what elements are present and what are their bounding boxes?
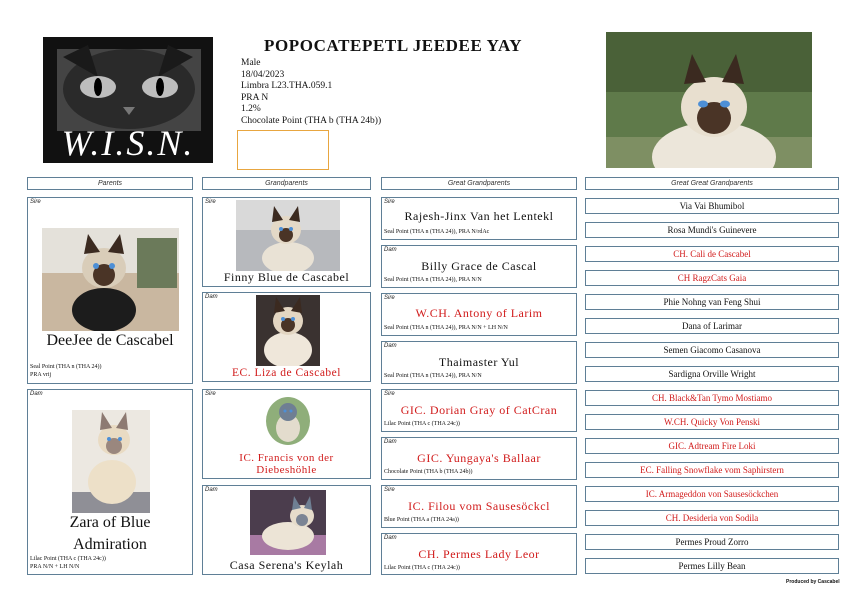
- great-great-grandparent-9[interactable]: CH. Black&Tan Tymo Mostiamo: [585, 390, 839, 406]
- great-great-grandparent-13[interactable]: IC. Armageddon von Sausesöckchen: [585, 486, 839, 502]
- great-great-grandparent-2[interactable]: Rosa Mundi's Guinevere: [585, 222, 839, 238]
- grandparent-3-name-line2: Diebeshöhle: [256, 464, 317, 476]
- great-grandparent-5-info: Lilac Point (THA c (THA 24c)): [384, 421, 460, 427]
- footer-credit: Produced by Cascabel: [786, 579, 840, 585]
- grandparent-3[interactable]: [202, 389, 371, 479]
- great-grandparent-1-name: Rajesh-Jinx Van het Lentekl: [404, 209, 554, 223]
- grandparent-2-name: EC. Liza de Cascabel: [232, 367, 341, 379]
- detail-pra: PRA N: [241, 92, 269, 103]
- logo: [43, 37, 213, 163]
- great-grandparent-5-label: Sire: [384, 391, 395, 397]
- great-great-grandparent-16[interactable]: Permes Lilly Bean: [585, 558, 839, 574]
- dam-photo: [72, 410, 150, 513]
- cat-details: [241, 58, 381, 127]
- great-grandparent-1[interactable]: [381, 197, 577, 240]
- grandparent-1[interactable]: [202, 197, 371, 287]
- great-grandparent-8-name: CH. Permes Lady Leor: [418, 547, 540, 561]
- great-grandparent-3-label: Sire: [384, 295, 395, 301]
- great-grandparent-6-label: Dam: [384, 439, 397, 445]
- great-great-grandparent-8[interactable]: Sardigna Orville Wright: [585, 366, 839, 382]
- header-parents: Parents: [27, 177, 193, 190]
- great-grandparent-1-info: Seal Point (THA n (THA 24)), PRA N/rdAc: [384, 229, 490, 235]
- sire-photo: [42, 228, 179, 331]
- great-great-grandparent-1[interactable]: Via Vai Bhumibol: [585, 198, 839, 214]
- great-grandparent-3[interactable]: [381, 293, 577, 336]
- dam-label: Dam: [30, 391, 43, 397]
- dam-color: Lilac Point (THA c (THA 24c)): [30, 556, 106, 562]
- great-grandparent-2-label: Dam: [384, 247, 397, 253]
- parent-sire[interactable]: [27, 197, 193, 384]
- great-grandparent-8-label: Dam: [384, 535, 397, 541]
- great-grandparent-4-info: Seal Point (THA n (THA 24)), PRA N/N: [384, 373, 482, 379]
- grandparent-4[interactable]: [202, 485, 371, 575]
- great-grandparent-2-info: Seal Point (THA n (THA 24)), PRA N/N: [384, 277, 482, 283]
- grandparent-3-label: Sire: [205, 391, 216, 397]
- grandparent-4-name: Casa Serena's Keylah: [229, 558, 344, 572]
- great-great-grandparent-10[interactable]: W.CH. Quicky Von Penski: [585, 414, 839, 430]
- detail-coi: 1.2%: [241, 104, 261, 114]
- great-great-grandparent-11[interactable]: GIC. Adtream Fire Loki: [585, 438, 839, 454]
- main-cat-photo: [606, 32, 812, 168]
- sire-color: Seal Point (THA n (THA 24)): [30, 364, 102, 370]
- great-grandparent-1-label: Sire: [384, 199, 395, 205]
- great-grandparent-5-name: GIC. Dorian Gray of CatCran: [400, 403, 558, 417]
- dam-pra: PRA N/N + LH N/N: [30, 564, 80, 570]
- great-grandparent-4-label: Dam: [384, 343, 397, 349]
- great-grandparent-7-label: Sire: [384, 487, 395, 493]
- great-grandparent-2[interactable]: [381, 245, 577, 288]
- great-great-grandparent-12[interactable]: EC. Falling Snowflake vom Saphirstern: [585, 462, 839, 478]
- grandparent-2-label: Dam: [205, 294, 218, 300]
- grandparent-1-name: Finny Blue de Cascabel: [223, 270, 350, 284]
- great-grandparent-3-name: W.CH. Antony of Larim: [415, 306, 543, 320]
- detail-sex: Male: [241, 58, 261, 68]
- header-grandparents: Grandparents: [202, 177, 371, 190]
- detail-color: Chocolate Point (THA b (THA 24b)): [241, 115, 382, 126]
- grandparent-4-label: Dam: [205, 487, 218, 493]
- sire-name: DeeJee de Cascabel: [46, 332, 174, 349]
- great-grandparent-3-info: Seal Point (THA n (THA 24)), PRA N/N + LH N/N: [384, 325, 508, 331]
- great-great-grandparent-14[interactable]: CH. Desideria von Sodila: [585, 510, 839, 526]
- grandparent-3-photo: [265, 396, 311, 446]
- great-great-grandparent-7[interactable]: Semen Giacomo Casanova: [585, 342, 839, 358]
- great-great-grandparent-3[interactable]: CH. Cali de Cascabel: [585, 246, 839, 262]
- great-grandparent-5[interactable]: [381, 389, 577, 432]
- great-grandparent-2-name: Billy Grace de Cascal: [421, 259, 537, 273]
- great-grandparent-7-name: IC. Filou vom Sausesöckcl: [408, 499, 550, 513]
- great-great-grandparent-4[interactable]: CH RagzCats Gaia: [585, 270, 839, 286]
- great-great-grandparent-5[interactable]: Phie Nohng van Feng Shui: [585, 294, 839, 310]
- sire-label: Sire: [30, 199, 41, 205]
- detail-birthdate: 18/04/2023: [241, 69, 285, 80]
- grandparent-1-label: Sire: [205, 199, 216, 205]
- great-grandparent-8-info: Lilac Point (THA c (THA 24c)): [384, 565, 460, 571]
- signature-box: [237, 130, 329, 170]
- great-grandparent-6-name: GIC. Yungaya's Ballaar: [417, 451, 541, 465]
- grandparent-3-name-line1: IC. Francis von der: [239, 452, 334, 464]
- great-grandparent-8[interactable]: [381, 533, 577, 575]
- great-grandparent-6-info: Chocolate Point (THA b (THA 24b)): [384, 469, 473, 475]
- parent-dam[interactable]: [27, 389, 193, 575]
- great-grandparent-4-name: Thaimaster Yul: [438, 355, 520, 369]
- great-great-grandparent-15[interactable]: Permes Proud Zorro: [585, 534, 839, 550]
- great-grandparent-7-info: Blue Point (THA a (THA 24a)): [384, 517, 459, 523]
- grandparent-2[interactable]: [202, 292, 371, 382]
- great-great-grandparent-6[interactable]: Dana of Larimar: [585, 318, 839, 334]
- header-great-grandparents: Great Grandparents: [381, 177, 577, 190]
- detail-registration: Limbra L23.THA.059.1: [241, 81, 333, 91]
- sire-pra: PRA vrij: [30, 372, 52, 378]
- grandparent-1-photo: [236, 200, 340, 271]
- logo-text: W.I.S.N.: [61, 123, 195, 163]
- great-grandparent-6[interactable]: [381, 437, 577, 480]
- grandparent-2-photo: [256, 295, 320, 366]
- dam-name-line2: Admiration: [73, 536, 147, 553]
- dam-name-line1: Zara of Blue: [69, 514, 151, 531]
- great-grandparent-7[interactable]: [381, 485, 577, 528]
- grandparent-4-photo: [250, 490, 326, 555]
- page-title: POPOCATEPETL JEEDEE YAY: [264, 36, 523, 55]
- great-grandparent-4[interactable]: [381, 341, 577, 384]
- header-great-great-grandparents: Great Great Grandparents: [585, 177, 839, 190]
